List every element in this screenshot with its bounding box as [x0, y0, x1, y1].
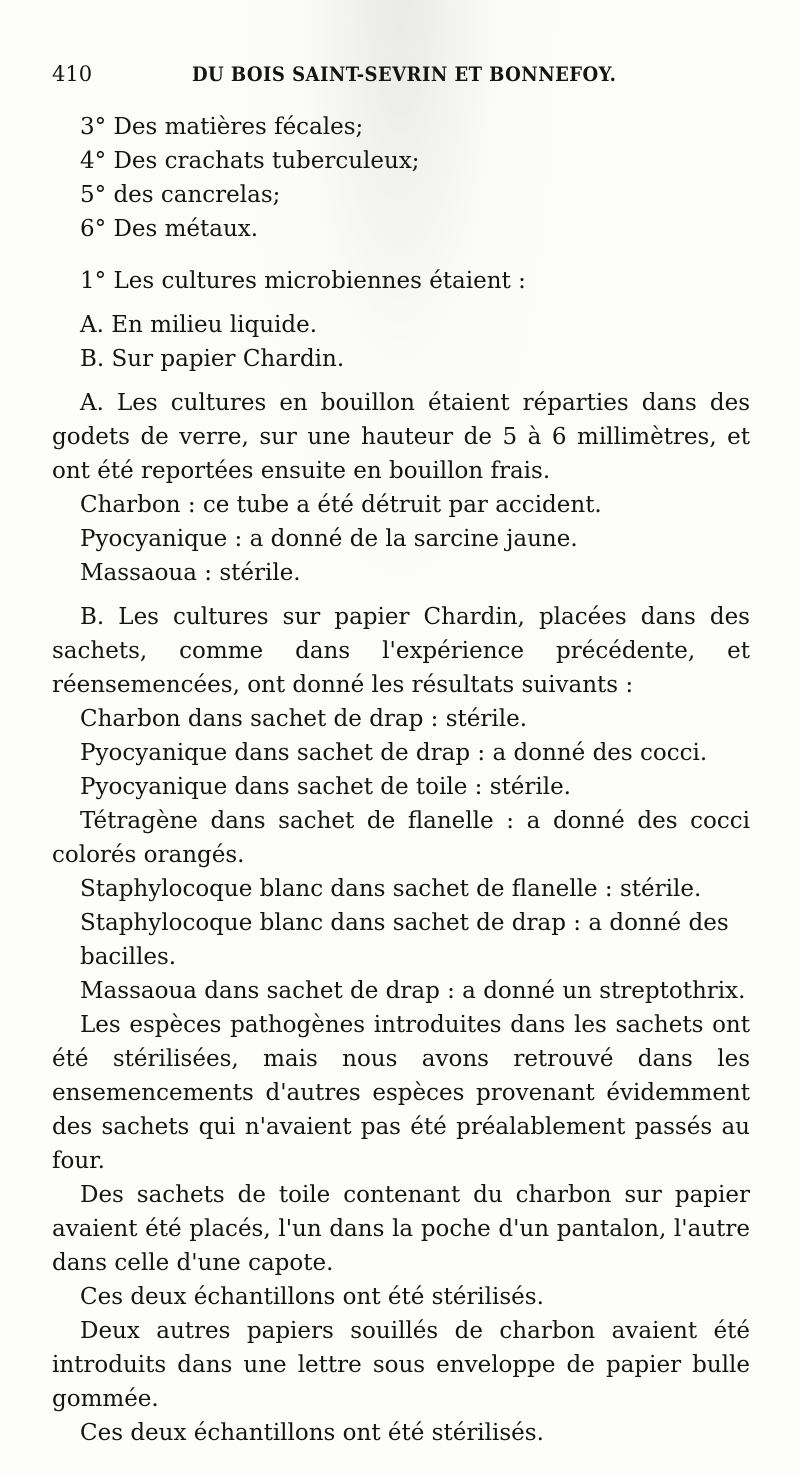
cultures-intro: 1° Les cultures microbiennes étaient : — [80, 268, 526, 294]
list-item: 6° Des métaux. — [80, 216, 259, 242]
closing-paragraph: Les espèces pathogènes introduites dans les sachets ont été stérilisées, mais nous avons retrouvé dans les ensemencements d'autres espèces provenant évidemment des sachets qui n'avaient pas été préalablement passés au four. — [52, 1012, 750, 1174]
result-line: Pyocyanique dans sachet de drap : a donné des cocci. — [80, 740, 708, 766]
result-line: Tétragène dans sachet de flanelle : a donné des cocci colorés orangés. — [52, 808, 750, 868]
result-line: Pyocyanique dans sachet de toile : stérile. — [80, 774, 571, 800]
running-title: DU BOIS SAINT-SEVRIN ET BONNEFOY. — [192, 62, 617, 86]
option-a: A. En milieu liquide. — [80, 312, 318, 338]
result-line: Massaoua : stérile. — [80, 560, 301, 586]
page-number: 410 — [52, 62, 93, 86]
section-b-paragraph: B. Les cultures sur papier Chardin, placées dans des sachets, comme dans l'expérience précédente, et réensemencées, ont donné les résultats suivants : — [52, 604, 750, 698]
option-b: B. Sur papier Chardin. — [80, 346, 345, 372]
result-line: Charbon : ce tube a été détruit par accident. — [80, 492, 602, 518]
closing-paragraph: Deux autres papiers souillés de charbon avaient été introduits dans une lettre sous enveloppe de papier bulle gommée. — [52, 1318, 750, 1412]
list-item: 3° Des matières fécales; — [80, 114, 364, 140]
list-item: 5° des cancrelas; — [80, 182, 281, 208]
section-a-paragraph: A. Les cultures en bouillon étaient réparties dans des godets de verre, sur une hauteur de 5 à 6 millimètres, et ont été reportées ensuite en bouillon frais. — [52, 390, 750, 484]
closing-paragraph: Ces deux échantillons ont été stérilisés. — [80, 1420, 544, 1446]
running-head — [52, 62, 750, 102]
result-line: Massaoua dans sachet de drap : a donné un streptothrix. — [80, 978, 746, 1004]
result-line: Charbon dans sachet de drap : stérile. — [80, 706, 528, 732]
enumeration-list — [52, 110, 750, 246]
closing-paragraph: Ces deux échantillons ont été stérilisés. — [80, 1284, 544, 1310]
result-line: Pyocyanique : a donné de la sarcine jaune. — [80, 526, 578, 552]
result-line: Staphylocoque blanc dans sachet de drap : a donné des bacilles. — [80, 910, 729, 970]
closing-paragraph: Des sachets de toile contenant du charbon sur papier avaient été placés, l'un dans la poche d'un pantalon, l'autre dans celle d'une capote. — [52, 1182, 750, 1276]
list-item: 4° Des crachats tuberculeux; — [80, 148, 420, 174]
result-line: Staphylocoque blanc dans sachet de flanelle : stérile. — [80, 876, 702, 902]
